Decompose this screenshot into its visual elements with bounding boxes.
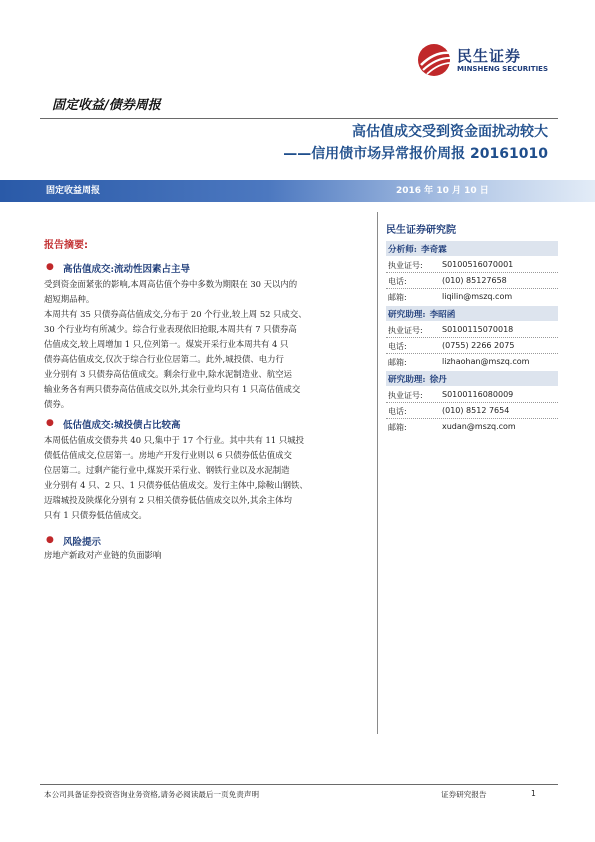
footer-divider [40, 784, 558, 785]
phone-number: (010) 8512 7654 [442, 406, 510, 415]
report-title: 高估值成交受到资金面扰动较大 [352, 124, 548, 140]
paragraph-line: 业分别有 4 只、2 只、1 只债券低估值成交。发行主体中,除鞍山钢铁、 [44, 480, 308, 490]
field-label: 执业证号: [388, 391, 423, 400]
field-label: 电话: [388, 407, 407, 416]
paragraph [44, 433, 364, 523]
report-subtitle: ——信用债市场异常报价周报 20161010 [283, 146, 548, 162]
bullet-icon: ● [46, 535, 54, 545]
field-label: 邮箱: [388, 423, 407, 432]
bullet-icon: ● [46, 262, 54, 272]
minsheng-logo-icon [417, 43, 455, 77]
paragraph-line: 输业务各有两只债券高估值成交以外,其余行业均只有 1 只高估值成交 [44, 384, 301, 394]
section-heading: 低估值成交:城投债占比较高 [63, 420, 181, 431]
row-divider [386, 272, 558, 273]
paragraph-line: 位居第二。过剩产能行业中,煤炭开采行业、钢铁行业以及水泥制造 [44, 465, 290, 475]
paragraph [44, 307, 364, 412]
license-number: S0100115070018 [442, 325, 514, 334]
company-logo [417, 43, 557, 79]
role-label: 研究助理: [388, 375, 426, 385]
role-label: 分析师: [388, 245, 417, 255]
license-number: S0100516070001 [442, 260, 514, 269]
field-label: 电话: [388, 277, 407, 286]
paragraph-line: 本周共有 35 只债券高估值成交,分布于 20 个行业,较上周 52 只成交、 [44, 309, 307, 319]
row-divider [386, 337, 558, 338]
page-number: 1 [531, 789, 536, 798]
section-heading: 高估值成交:流动性因素占主导 [63, 264, 191, 275]
analyst-header [386, 241, 558, 256]
header-divider [40, 118, 558, 119]
paragraph-line: 估值成交,较上周增加 1 只,位列第一。煤炭开采行业本周共有 4 只 [44, 339, 289, 349]
field-label: 邮箱: [388, 293, 407, 302]
field-label: 电话: [388, 342, 407, 351]
paragraph-line: 债低估值成交,位居第一。房地产开发行业则以 6 只债券低估值成交 [44, 450, 292, 460]
assistant-header [386, 306, 558, 321]
row-divider [386, 418, 558, 419]
logo-chinese-name: 民生证券 [457, 47, 522, 65]
summary-title: 报告摘要: [44, 240, 88, 251]
paragraph-line: 30 个行业均有所减少。综合行业表现依旧抢眼,本周共有 7 只债券高 [44, 324, 297, 334]
assistant-role-name [388, 373, 447, 385]
report-info-band [0, 180, 595, 202]
paragraph-line: 债券。 [44, 399, 70, 409]
paragraph-line: 本周低估值成交债券共 40 只,集中于 17 个行业。其中共有 11 只城投 [44, 435, 304, 445]
report-category: 固定收益/债券周报 [52, 98, 161, 113]
field-label: 执业证号: [388, 326, 423, 335]
paragraph-line: 受到资金面紧张的影响,本周高估值个券中多数为期限在 30 天以内的 [44, 279, 298, 289]
analyst-role-name [388, 243, 447, 255]
paragraph-line: 迈瑞城投及陕煤化分别有 2 只相关债券低估值成交以外,其余主体均 [44, 495, 292, 505]
person-name: 李奇霖 [420, 245, 447, 255]
paragraph-line: 只有 1 只债券低估值成交。 [44, 510, 147, 520]
row-divider [386, 402, 558, 403]
paragraph [44, 277, 364, 307]
logo-english-name: MINSHENG SECURITIES [457, 65, 548, 73]
row-divider [386, 353, 558, 354]
role-label: 研究助理: [388, 310, 426, 320]
paragraph-line: 房地产新政对产业链的负面影响 [44, 550, 162, 560]
report-date: 2016 年 10 月 10 日 [396, 186, 489, 196]
paragraph [44, 548, 364, 563]
email-address[interactable]: lizhaohan@mszq.com [442, 357, 530, 366]
column-divider [377, 212, 378, 734]
field-label: 执业证号: [388, 261, 423, 270]
phone-number: (0755) 2266 2075 [442, 341, 515, 350]
section-heading: 风险提示 [63, 537, 102, 548]
license-number: S0100116080009 [442, 390, 514, 399]
report-type-label: 固定收益周报 [46, 186, 101, 196]
field-label: 邮箱: [388, 358, 407, 367]
footer-report-type: 证券研究报告 [441, 790, 487, 799]
email-address[interactable]: xudan@mszq.com [442, 422, 516, 431]
paragraph-line: 债券高估值成交,仅次于综合行业位居第二。此外,城投债、电力行 [44, 354, 284, 364]
footer-disclaimer: 本公司具备证券投资咨询业务资格,请务必阅读最后一页免责声明 [44, 790, 260, 799]
person-name: 李昭函 [429, 310, 456, 320]
email-address[interactable]: liqilin@mszq.com [442, 292, 513, 301]
assistant-header [386, 371, 558, 386]
assistant-role-name [388, 308, 455, 320]
person-name: 徐丹 [429, 375, 447, 385]
paragraph-line: 超短期品种。 [44, 294, 95, 304]
paragraph-line: 业分别有 3 只债券高估值成交。剩余行业中,除水泥制造业、航空运 [44, 369, 292, 379]
phone-number: (010) 85127658 [442, 276, 507, 285]
research-institute-title: 民生证券研究院 [386, 225, 456, 236]
row-divider [386, 288, 558, 289]
bullet-icon: ● [46, 418, 54, 428]
